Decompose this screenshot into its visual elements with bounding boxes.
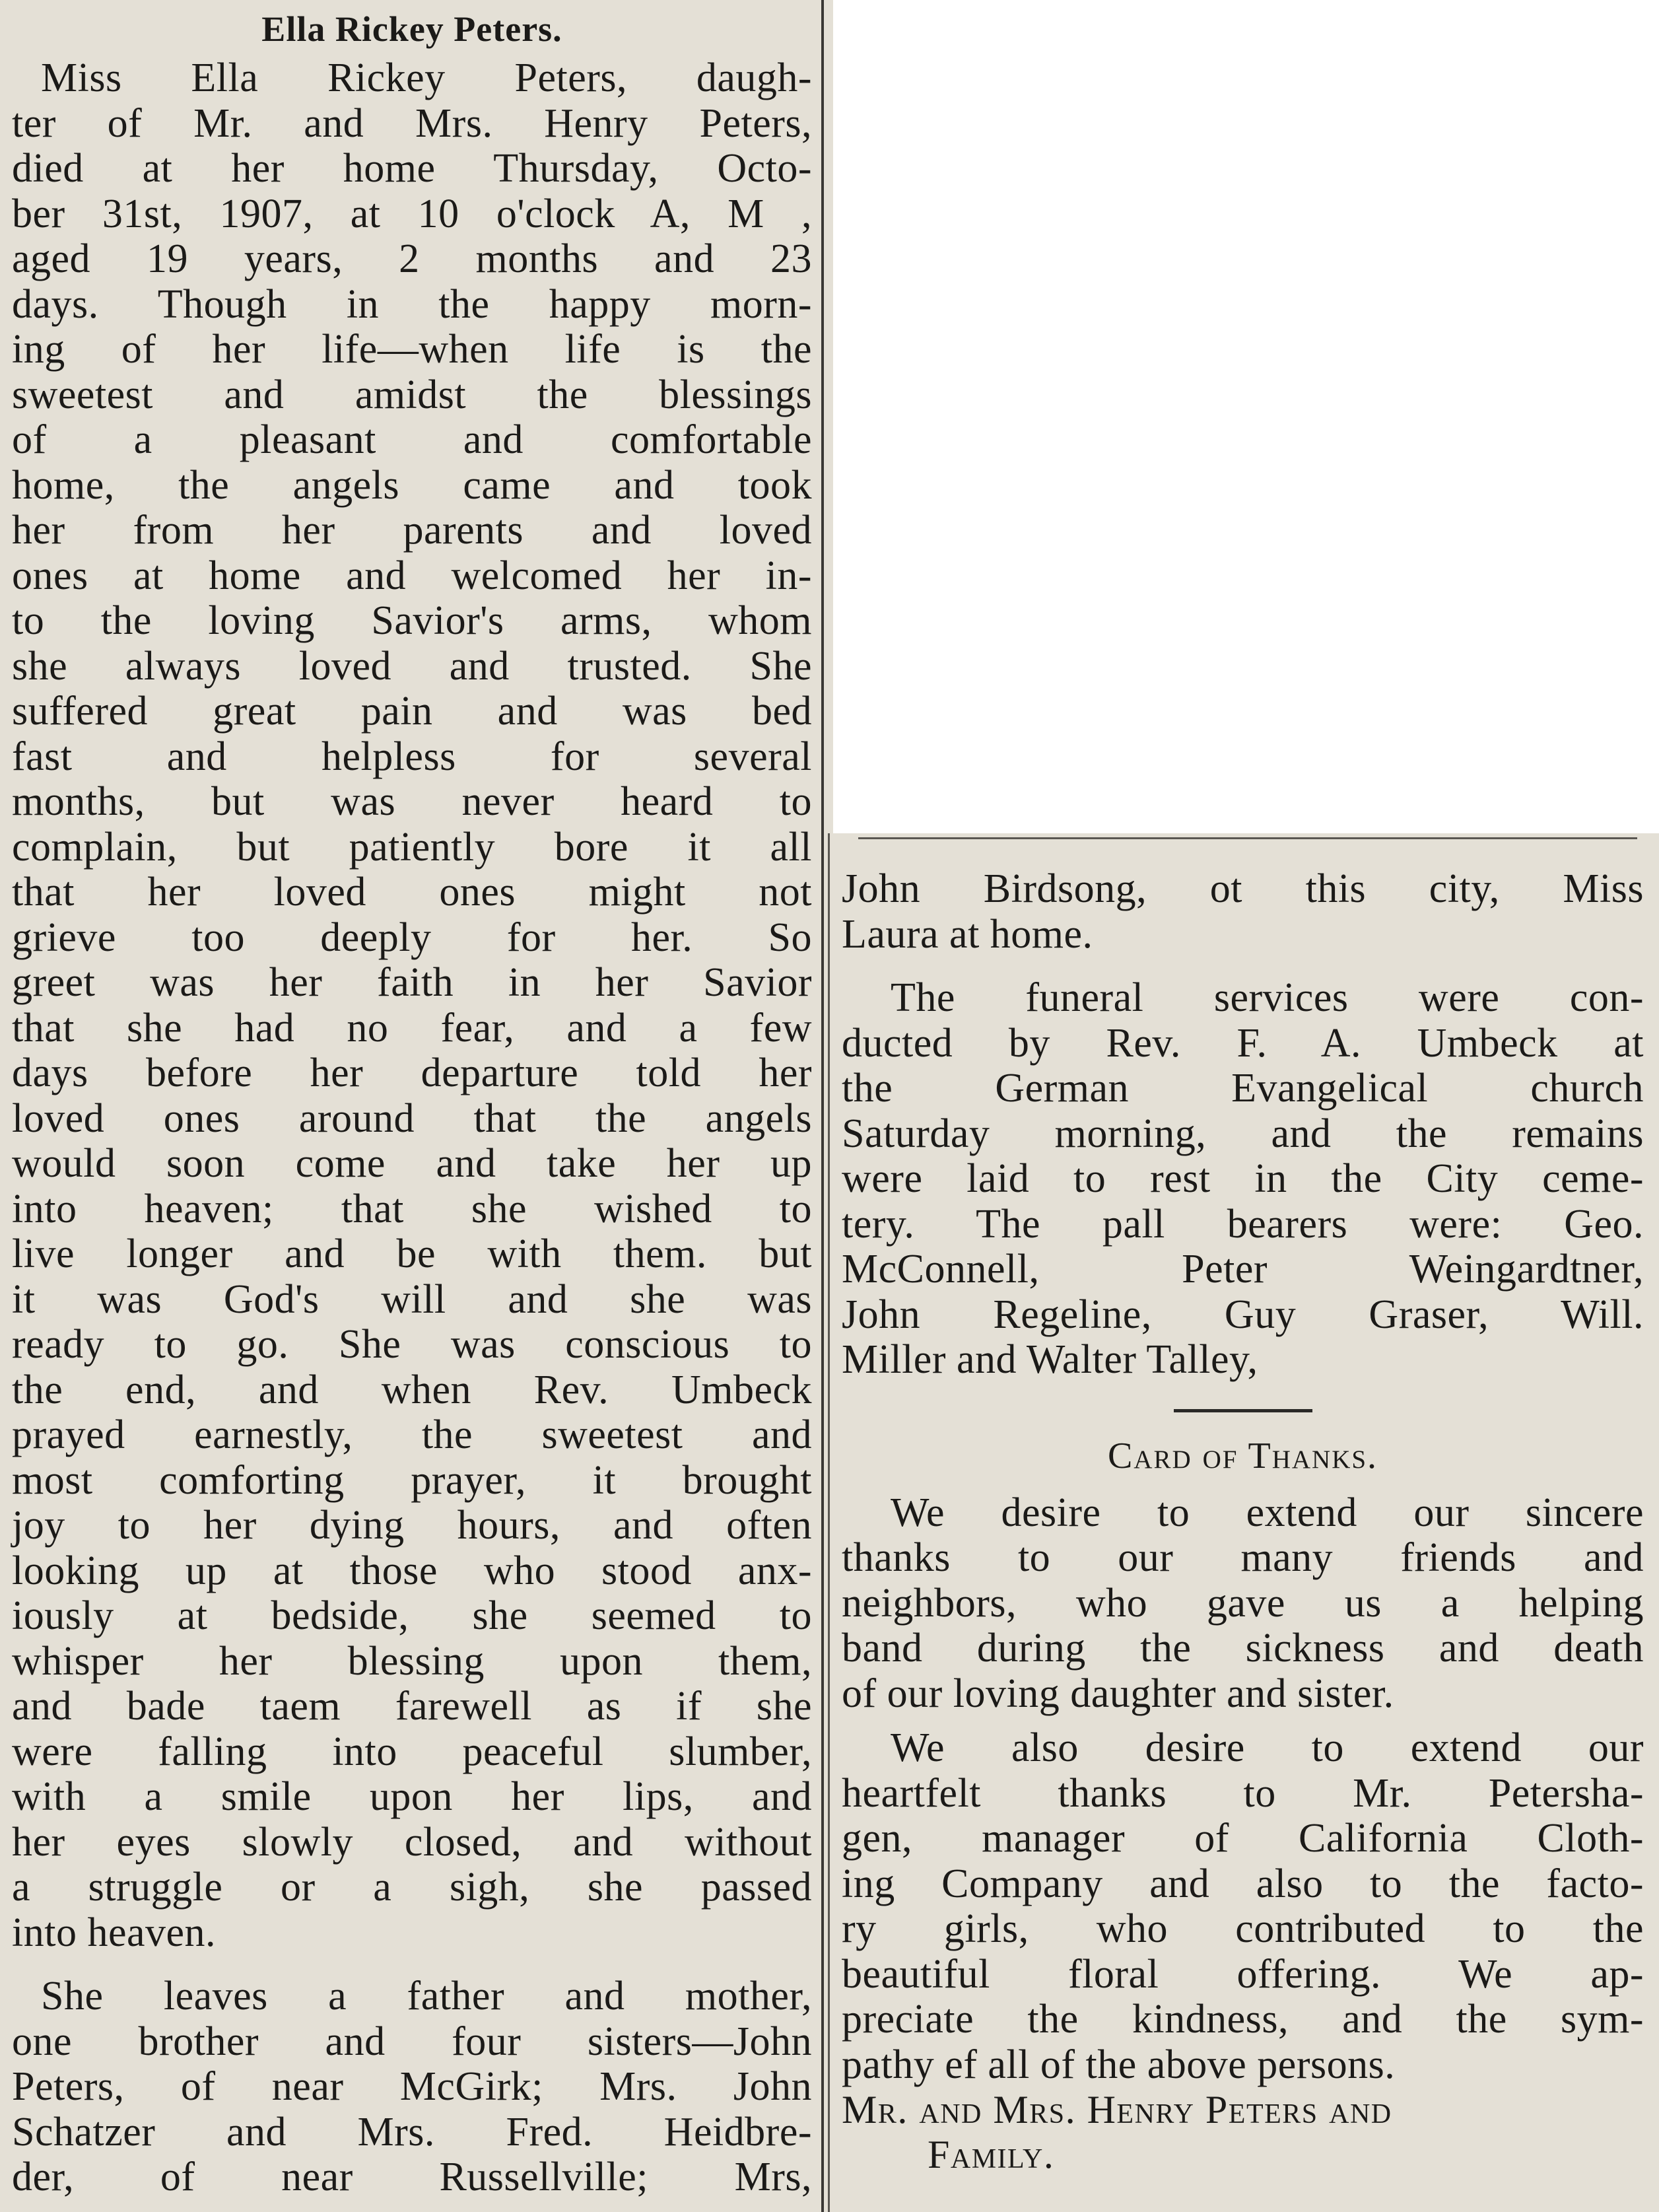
text-line: thanks to our many friends and xyxy=(842,1535,1644,1580)
obituary-paragraph-2 xyxy=(12,1974,812,2200)
text-line: Schatzer and Mrs. Fred. Heidbre- xyxy=(12,2109,812,2155)
signature-line: Family. xyxy=(928,2133,1055,2176)
text-line: ducted by Rev. F. A. Umbeck at xyxy=(842,1020,1644,1066)
text-line: her eyes slowly closed, and without xyxy=(12,1819,812,1865)
text-line: days. Though in the happy morn- xyxy=(12,281,812,327)
text-line: iously at bedside, she seemed to xyxy=(12,1593,812,1638)
text-line: most comforting prayer, it brought xyxy=(12,1457,812,1503)
text-line: died at her home Thursday, Octo- xyxy=(12,146,812,191)
text-line: Laura at home. xyxy=(842,911,1093,957)
text-line: fast and helpless for several xyxy=(12,734,812,779)
card-of-thanks-heading: Card of Thanks. xyxy=(1107,1435,1378,1476)
text-line: whisper her blessing upon them, xyxy=(12,1638,812,1684)
text-line: a struggle or a sigh, she passed xyxy=(12,1865,812,1910)
paragraph-gap xyxy=(842,957,1644,975)
text-line: ing of her life—when life is the xyxy=(12,327,812,372)
text-line: one brother and four sisters—John xyxy=(12,2019,812,2064)
text-line: heartfelt thanks to Mr. Petersha- xyxy=(842,1770,1644,1816)
text-line: neighbors, who gave us a helping xyxy=(842,1580,1644,1626)
text-line: sweetest and amidst the blessings xyxy=(12,372,812,417)
text-line: and bade taem farewell as if she xyxy=(12,1684,812,1729)
text-line: she always loved and trusted. She xyxy=(12,643,812,689)
funeral-paragraph xyxy=(842,975,1644,1383)
text-line: She leaves a father and mother, xyxy=(41,1974,812,2019)
text-line: that her loved ones might not xyxy=(12,870,812,915)
text-line: greet was her faith in her Savior xyxy=(12,960,812,1005)
text-line: We desire to extend our sincere xyxy=(891,1490,1644,1535)
thanks-paragraph-1 xyxy=(842,1490,1644,1717)
right-column xyxy=(842,866,1644,2177)
text-line: John Regeline, Guy Graser, Will. xyxy=(842,1292,1644,1337)
text-line: prayed earnestly, the sweetest and xyxy=(12,1412,812,1457)
signature-block xyxy=(842,2087,1644,2177)
text-line: Miller and Walter Talley, xyxy=(842,1337,1258,1382)
left-column xyxy=(12,7,812,2200)
text-line: would soon come and take her up xyxy=(12,1141,812,1186)
text-line: preciate the kindness, and the sym- xyxy=(842,1997,1644,2042)
text-line: Saturday morning, and the remains xyxy=(842,1111,1644,1156)
text-line: ing Company and also to the facto- xyxy=(842,1861,1644,1906)
text-line: the end, and when Rev. Umbeck xyxy=(12,1367,812,1412)
blank-area xyxy=(833,0,1659,833)
text-line: band during the sickness and death xyxy=(842,1626,1644,1671)
text-line: tery. The pall bearers were: Geo. xyxy=(842,1201,1644,1247)
text-line: McConnell, Peter Weingardtner, xyxy=(842,1247,1644,1292)
signature-line: Mr. and Mrs. Henry Peters and xyxy=(842,2088,1392,2131)
paragraph-gap xyxy=(12,1955,812,1974)
text-line: beautiful floral offering. We ap- xyxy=(842,1951,1644,1997)
text-line: months, but was never heard to xyxy=(12,779,812,824)
text-line: of a pleasant and comfortable xyxy=(12,417,812,462)
obituary-continuation xyxy=(842,866,1644,957)
text-line: were laid to rest in the City ceme- xyxy=(842,1156,1644,1201)
column-divider xyxy=(821,0,824,2212)
text-line: der, of near Russellville; Mrs, xyxy=(12,2155,812,2199)
text-line: suffered great pain and was bed xyxy=(12,689,812,734)
text-line: her from her parents and loved xyxy=(12,508,812,553)
obituary-paragraph-1 xyxy=(12,55,812,1955)
paragraph-gap xyxy=(842,1716,1644,1725)
text-line: pathy ef all of the above persons. xyxy=(842,2042,1396,2087)
text-line: days before her departure told her xyxy=(12,1051,812,1095)
column-divider-lower xyxy=(828,833,830,2212)
text-line: joy to her dying hours, and often xyxy=(12,1503,812,1548)
text-line: We also desire to extend our xyxy=(891,1725,1644,1770)
text-line: ry girls, who contributed to the xyxy=(842,1906,1644,1951)
text-line: aged 19 years, 2 months and 23 xyxy=(12,236,812,281)
text-line: ber 31st, 1907, at 10 o'clock A, M , xyxy=(12,191,812,236)
text-line: The funeral services were con- xyxy=(891,975,1644,1020)
text-line: to the loving Savior's arms, whom xyxy=(12,598,812,643)
text-line: Miss Ella Rickey Peters, daugh- xyxy=(41,55,812,100)
text-line: of our loving daughter and sister. xyxy=(842,1671,1394,1716)
text-line: ter of Mr. and Mrs. Henry Peters, xyxy=(12,100,812,146)
text-line: the German Evangelical church xyxy=(842,1066,1644,1111)
text-line: into heaven. xyxy=(12,1910,217,1955)
text-line: home, the angels came and took xyxy=(12,462,812,508)
text-line: John Birdsong, ot this city, Miss xyxy=(842,866,1644,911)
text-line: gen, manager of California Cloth- xyxy=(842,1816,1644,1861)
section-divider xyxy=(1174,1409,1312,1412)
obituary-headline: Ella Rickey Peters. xyxy=(261,9,562,49)
text-line: complain, but patiently bore it all xyxy=(12,824,812,870)
text-line: into heaven; that she wished to xyxy=(12,1186,812,1231)
text-line: grieve too deeply for her. So xyxy=(12,915,812,960)
text-line: loved ones around that the angels xyxy=(12,1095,812,1141)
text-line: that she had no fear, and a few xyxy=(12,1005,812,1051)
text-line: with a smile upon her lips, and xyxy=(12,1774,812,1819)
text-line: Peters, of near McGirk; Mrs. John xyxy=(12,2064,812,2109)
text-line: it was God's will and she was xyxy=(12,1276,812,1322)
text-line: were falling into peaceful slumber, xyxy=(12,1729,812,1774)
text-line: live longer and be with them. but xyxy=(12,1231,812,1276)
text-line: ready to go. She was conscious to xyxy=(12,1322,812,1367)
text-line: looking up at those who stood anx- xyxy=(12,1548,812,1593)
column-top-rule xyxy=(858,837,1637,839)
text-line: ones at home and welcomed her in- xyxy=(12,553,812,598)
thanks-paragraph-2 xyxy=(842,1725,1644,2087)
